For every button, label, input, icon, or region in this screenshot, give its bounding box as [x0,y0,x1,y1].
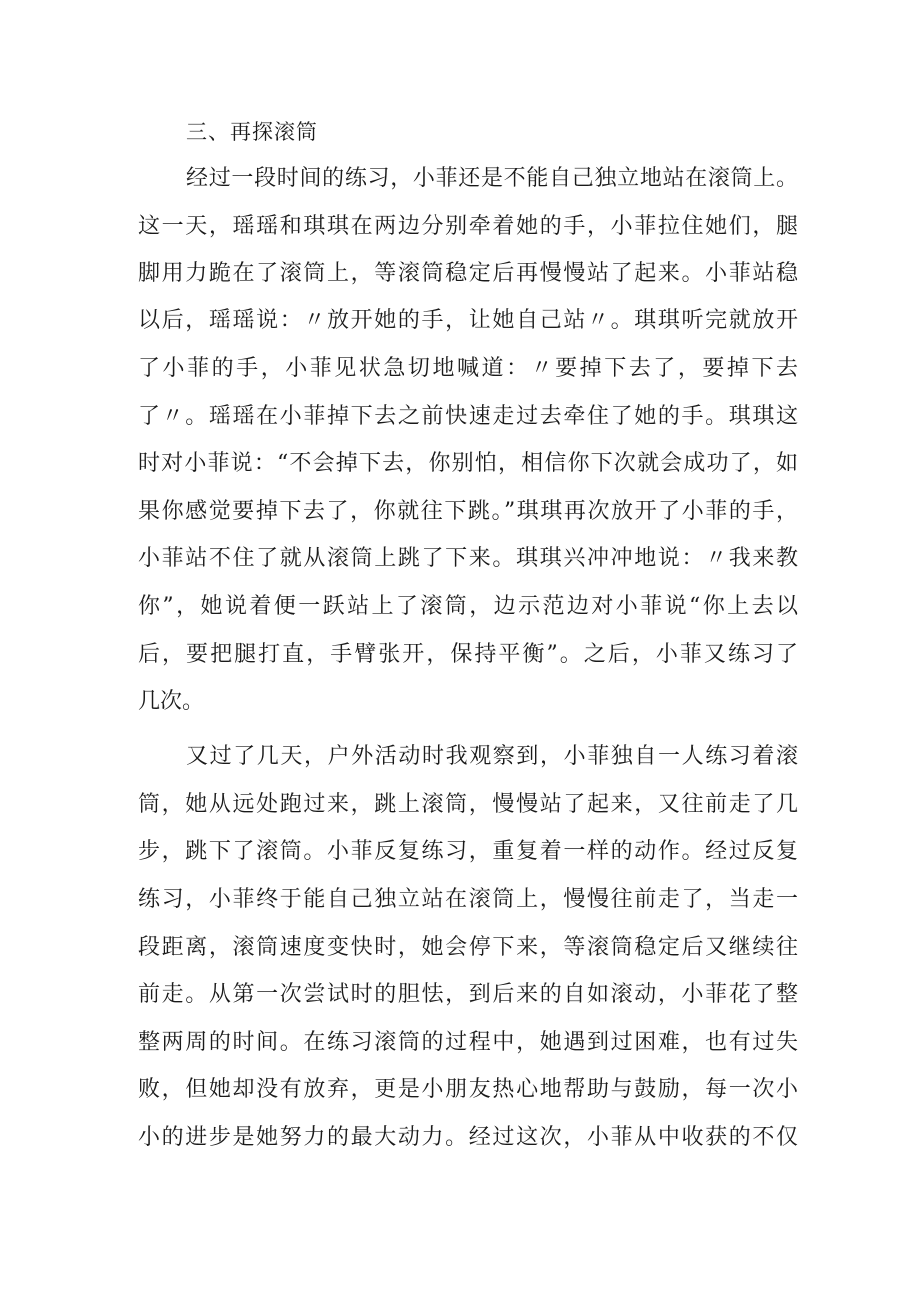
paragraph-line: 步，跳下了滚筒。小菲反复练习，重复着一样的动作。经过反复 [138,839,798,864]
paragraph-line: 了〃。瑶瑶在小菲掉下去之前快速走过去牵住了她的手。琪琪这 [138,404,798,429]
paragraph-line: 后，要把腿打直，手臂张开，保持平衡”。之后，小菲又练习了 [138,642,798,667]
paragraph-line: 练习，小菲终于能自己独立站在滚筒上，慢慢往前走了，当走一 [138,887,798,912]
paragraph-line: 小的进步是她努力的最大动力。经过这次，小菲从中收获的不仅 [138,1125,798,1150]
paragraph-line: 小菲站不住了就从滚筒上跳了下来。琪琪兴冲冲地说：〃我来教 [138,546,798,571]
paragraph-line: 又过了几天，户外活动时我观察到，小菲独自一人练习着滚 [186,744,798,769]
paragraph-line: 以后，瑶瑶说：〃放开她的手，让她自己站〃。琪琪听完就放开 [138,308,798,333]
paragraph-line: 你”，她说着便一跃站上了滚筒，边示范边对小菲说“你上去以 [138,594,798,619]
paragraph-line: 前走。从第一次尝试时的胆怯，到后来的自如滚动，小菲花了整 [138,982,798,1007]
paragraph-line: 几次。 [138,689,205,714]
paragraph-line: 果你感觉要掉下去了，你就往下跳。”琪琪再次放开了小菲的手， [138,499,798,524]
paragraph-line: 经过一段时间的练习，小菲还是不能自己独立地站在滚筒上。 [186,166,798,191]
paragraph-line: 筒，她从远处跑过来，跳上滚筒，慢慢站了起来，又往前走了几 [138,792,798,817]
paragraph-line: 了小菲的手，小菲见状急切地喊道：〃要掉下去了，要掉下去 [138,356,798,381]
paragraph-line: 整两周的时间。在练习滚筒的过程中，她遇到过困难，也有过失 [138,1030,798,1055]
section-heading: 三、再探滚筒 [186,120,318,144]
paragraph-line: 脚用力跪在了滚筒上，等滚筒稳定后再慢慢站了起来。小菲站稳 [138,261,798,286]
paragraph-line: 败，但她却没有放弃，更是小朋友热心地帮助与鼓励，每一次小 [138,1077,798,1102]
paragraph-line: 时对小菲说：“不会掉下去，你别怕，相信你下次就会成功了，如 [138,451,798,476]
paragraph-line: 这一天，瑶瑶和琪琪在两边分别牵着她的手，小菲拉住她们，腿 [138,214,798,239]
paragraph-line: 段距离，滚筒速度变快时，她会停下来，等滚筒稳定后又继续往 [138,935,798,960]
